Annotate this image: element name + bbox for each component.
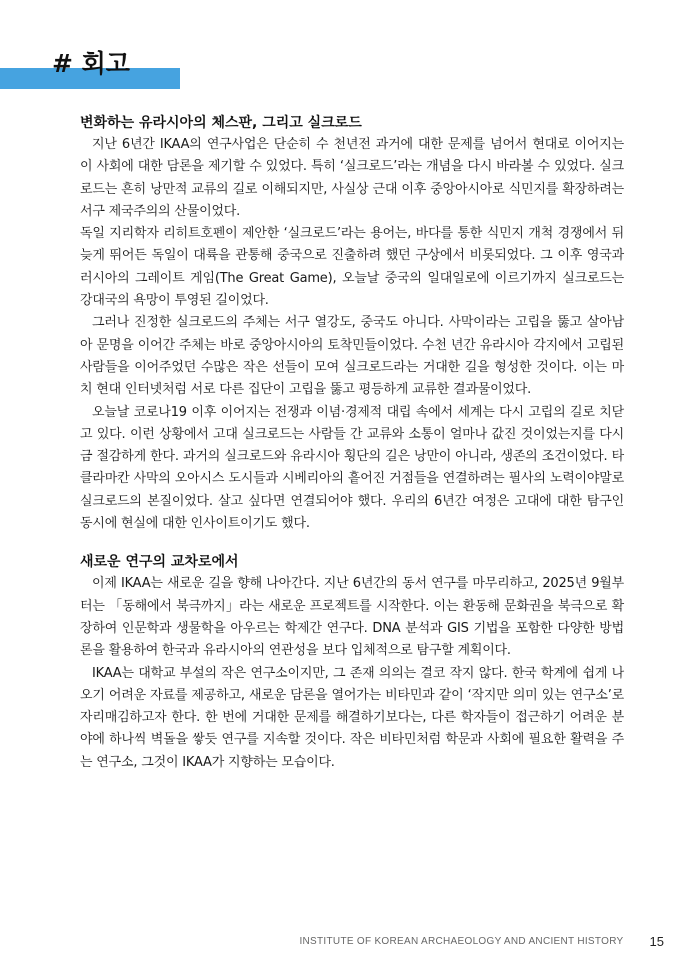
page-footer xyxy=(299,930,664,952)
paragraph: 그러나 진정한 실크로드의 주체는 서구 열강도, 중국도 아니다. 사막이라는 고립을 뚫고 살아남아 문명을 이어간 주체는 바로 중앙아시아의 토착민들이었다. 수천 년간 유라시아 각지에서 고립된 사람들을 이어주었던 수많은 작은 선들이 모여 실크로드라는 거대한 길을 형성한 것이다. 이는 마치 현대 인터넷처럼 서로 다른 집단이 고립을 뚫고 평등하게 교류한 결과물이었다. xyxy=(80,315,624,398)
paragraph: 이제 IKAA는 새로운 길을 향해 나아간다. 지난 6년간의 동서 연구를 마무리하고, 2025년 9월부터는 「동해에서 북극까지」라는 새로운 프로젝트를 시작한다. 이는 환동해 문화권을 북극으로 확장하여 인문학과 생물학을 아우르는 학제간 연구다. DNA 분석과 GIS 기법을 포함한 다양한 방법론을 활용하여 한국과 유라시아의 연관성을 보다 입체적으로 탐구할 계획이다. xyxy=(80,576,624,659)
section-heading: 변화하는 유라시아의 체스판, 그리고 실크로드 xyxy=(80,115,362,131)
paragraph: 지난 6년간 IKAA의 연구사업은 단순히 수 천년전 과거에 대한 문제를 넘어서 현대로 이어지는 이 사회에 대한 담론을 제기할 수 있었다. 특히 ‘실크로드’라는 개념을 다시 바라볼 수 있었다. 실크로드는 흔히 낭만적 교류의 길로 이해되지만, 사실상 근대 이후 중앙아시아로 식민지를 확장하려는 서구 제국주의의 산물이었다. xyxy=(80,137,624,219)
section-silk-road xyxy=(80,112,624,535)
article-body xyxy=(80,112,624,790)
page-title-block xyxy=(0,46,200,92)
page-number: 15 xyxy=(649,933,664,949)
section-heading: 새로운 연구의 교차로에서 xyxy=(80,554,239,571)
section-new-research xyxy=(80,551,624,774)
paragraph: 오늘날 코로나19 이후 이어지는 전쟁과 이념·경제적 대립 속에서 세계는 다시 고립의 길로 치닫고 있다. 이런 상황에서 고대 실크로드는 사람들 간 교류와 소통이 얼마나 값진 것이었는지를 다시금 절감하게 한다. 과거의 실크로드와 유라시아 횡단의 길은 낭만이 아니라, 생존의 조건이었다. 타클라마칸 사막의 오아시스 도시들과 시베리아의 흩어진 거점들을 연결하려는 필사의 노력이야말로 실크로드의 본질이었다. 살고 싶다면 연결되어야 했다. 우리의 6년간 여정은 고대에 대한 탐구인 동시에 현실에 대한 인사이트이기도 했다. xyxy=(80,404,624,532)
footer-institute-name: INSTITUTE OF KOREAN ARCHAEOLOGY AND ANCIENT HISTORY xyxy=(299,935,624,947)
page-title: # 회고 xyxy=(52,49,130,78)
paragraph: IKAA는 대학교 부설의 작은 연구소이지만, 그 존재 의의는 결코 작지 않다. 한국 학계에 쉽게 나오기 어려운 자료를 제공하고, 새로운 담론을 열어가는 비타민과 같이 ‘작지만 의미 있는 연구소’로 자리매김하고자 한다. 한 번에 거대한 문제를 해결하기보다는, 다른 학자들이 접근하기 어려운 분야에 하나씩 벽돌을 쌓듯 연구를 지속할 것이다. 작은 비타민처럼 학문과 사회에 필요한 활력을 주는 연구소, 그것이 IKAA가 지향하는 모습이다. xyxy=(80,665,624,770)
paragraph: 독일 지리학자 리히트호펜이 제안한 ‘실크로드’라는 용어는, 바다를 통한 식민지 개척 경쟁에서 뒤늦게 뛰어든 독일이 대륙을 관통해 중국으로 진출하려 했던 구상에서 비롯되었다. 그 이후 영국과 러시아의 그레이트 게임(The Great Game), 오늘날 중국의 일대일로에 이르기까지 실크로드는 강대국의 욕망이 투영된 길이었다. xyxy=(80,226,624,309)
